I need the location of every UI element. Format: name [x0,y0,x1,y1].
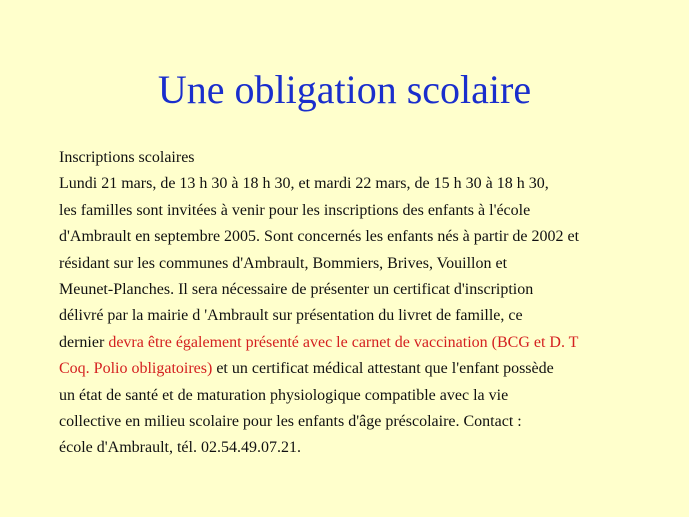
text-line-9-highlight: Coq. Polio obligatoires) [59,360,213,378]
text-line-4: d'Ambrault en septembre 2005. Sont concernés les enfants nés à partir de 2002 et [59,228,580,246]
text-line-8 [59,330,679,356]
text-line-9 [59,356,679,382]
text-line-11: collective en milieu scolaire pour les enfants d'âge préscolaire. Contact : [59,412,522,430]
text-line-8-highlight: devra être également présenté avec le carnet de vaccination (BCG et D. T [108,333,579,351]
body-text [59,145,679,462]
slide-title: Une obligation scolaire [157,67,532,112]
text-line-1: Inscriptions scolaires [59,149,195,166]
text-line-8-normal: dernier [59,333,109,351]
text-line-6: Meunet-Planches. Il sera nécessaire de présenter un certificat d'inscription [59,280,534,298]
text-line-3: les familles sont invitées à venir pour les inscriptions des enfants à l'école [59,201,531,219]
text-line-7: délivré par la mairie d 'Ambrault sur présentation du livret de famille, ce [59,307,523,325]
text-line-10: un état de santé et de maturation physiologique compatible avec la vie [59,386,509,404]
text-line-12: école d'Ambrault, tél. 02.54.49.07.21. [59,439,301,457]
text-line-2: Lundi 21 mars, de 13 h 30 à 18 h 30, et mardi 22 mars, de 15 h 30 à 18 h 30, [59,175,549,193]
text-line-5: résidant sur les communes d'Ambrault, Bommiers, Brives, Vouillon et [59,254,508,272]
text-line-9-normal: et un certificat médical attestant que l'enfant possède [212,360,554,378]
